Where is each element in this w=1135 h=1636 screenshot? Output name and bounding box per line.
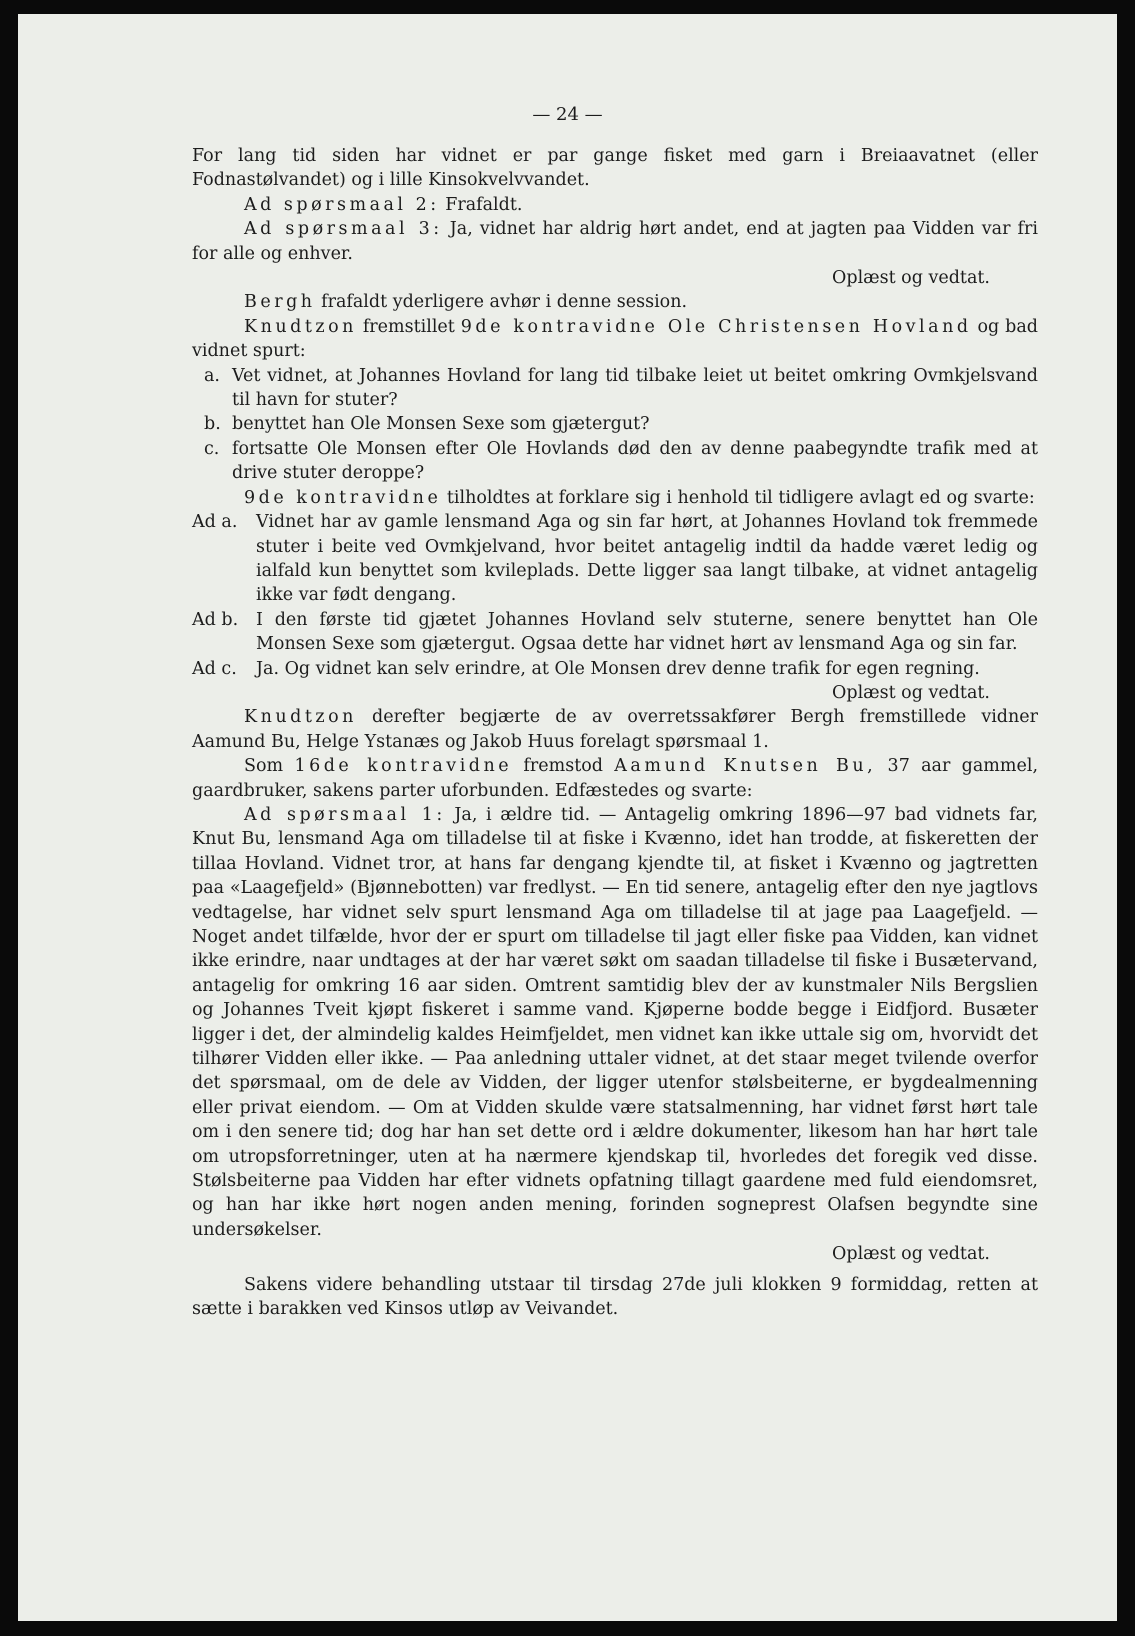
paragraph	[192, 705, 1038, 754]
answer-text: Ja. Og vidnet kan selv erindre, at Ole Monsen drev denne trafik for egen regning.	[256, 658, 980, 679]
item-marker: c.	[204, 438, 220, 459]
answer-text: Vidnet har av gamle lensmand Aga og sin far hørt, at Johannes Hovland tok fremmede stuter i beite ved Ovmkjelvand, hvor beitet antagelig indtil da hadde været ledig og ialfald kun benyttet som kvileplads. Dette ligger saa langt tilbake, at vidnet antagelig ikke var født dengang.	[256, 512, 1038, 606]
page-number: — 24 —	[532, 104, 603, 125]
answer-marker: Ad c.	[192, 658, 237, 679]
answer-item	[192, 657, 1038, 681]
paragraph-text: fremstillet	[356, 316, 461, 337]
paragraph-text: fremstod	[512, 756, 615, 777]
paragraph	[192, 193, 1038, 217]
document-body	[192, 144, 1038, 1322]
witness-label: 16de kontravidne	[294, 756, 513, 777]
item-text: benyttet han Ole Monsen Sexe som gjætergut?	[232, 414, 650, 435]
person-name: Bergh	[244, 292, 316, 313]
answer-marker: Ad b.	[192, 609, 239, 630]
answer-marker: Ad a.	[192, 512, 238, 533]
item-marker: a.	[204, 365, 220, 386]
paragraph	[192, 754, 1038, 803]
person-name: Aamund Knutsen Bu,	[614, 756, 877, 777]
oplaest-line: Oplæst og vedtat.	[832, 682, 990, 703]
paragraph	[192, 217, 1038, 266]
question-label: Ad spørsmaal 3:	[244, 219, 443, 240]
paragraph-text: 37 aar gammel, gaardbruker, sakens parter uforbunden. Edfæstedes og svarte:	[192, 756, 1039, 801]
paragraph-text: Som	[244, 756, 295, 777]
paragraph	[192, 315, 1038, 364]
witness-label: 9de kontravidne Ole Christensen Hovland	[460, 316, 972, 337]
paragraph-text: og bad vidnet spurt:	[192, 316, 1038, 362]
question-label: Ad spørsmaal 2:	[244, 194, 440, 215]
question-item	[192, 412, 1038, 436]
person-name: Knudtzon	[244, 316, 357, 337]
witness-label: 9de kontravidne	[244, 487, 442, 508]
paragraph-text: derefter begjærte de av overretssakfører Bergh fremstillede vidner Aamund Bu, Helge Ystanæs og Jakob Huus forelagt spørsmaal 1.	[192, 707, 1038, 752]
paragraph-text: frafaldt yderligere avhør i denne session.	[315, 292, 688, 313]
paragraph	[192, 803, 1038, 1242]
paragraph-text: tilholdtes at forklare sig i henhold til tidligere avlagt ed og svarte:	[441, 487, 1035, 508]
item-text: Vet vidnet, at Johannes Hovland for lang tid tilbake leiet ut beitet omkring Ovmkjelsvand til havn for stuter?	[232, 365, 1038, 411]
question-item	[192, 364, 1038, 413]
answer-text: Ja, i ældre tid. — Antagelig omkring 1896—97 bad vidnets far, Knut Bu, lensmand Aga om tilladelse til at fiske i Kvænno, idet han trodde, at fiskeretten der tillaa Hovland. Vidnet tror, at hans far dengang kjendte til, at fisket i Kvænno og jagtretten paa «Laagefjeld» (Bjønnebotten) var fredlyst. — En tid senere, antagelig efter den nye jagtlovs vedtagelse, har vidnet selv spurt lensmand Aga om tilladelse til at jage paa Laagefjeld. — Noget andet tilfælde, hvor der er spurt om tilladelse til jagt eller fiske paa Vidden, kan vidnet ikke erindre, naar undtages at der har været søkt om saadan tilladelse til fiske i Busætervand, antagelig for omkring 16 aar siden. Omtrent samtidig blev der av kunstmaler Nils Bergslien og Johannes Tveit kjøpt fiskeret i samme vand. Kjøperne bodde begge i Eidfjord. Busæter ligger i det, der almindelig kaldes Heimfjeldet, men vidnet kan ikke uttale sig om, hvorvidt det tilhører Vidden eller ikke. — Paa anledning uttaler vidnet, at det staar meget tvilende overfor det spørsmaal, om de dele av Vidden, der ligger utenfor stølsbeiterne, er bygdealmenning eller privat eiendom. — Om at Vidden skulde være statsalmenning, har vidnet først hørt tale om i den senere tid; dog har han set dette ord i ældre dokumenter, likesom han har hørt tale om utropsforretninger, uten at ha nærmere kjendskap til, hvorledes det foregik ved disse. Stølsbeiterne paa Vidden har efter vidnets opfatning tillagt gaardene med fuld eiendomsret, og han har ikke hørt nogen anden mening, forinden sogneprest Olafsen begyndte sine undersøkelser.	[192, 804, 1038, 1240]
answer-text: Ja, vidnet har aldrig hørt andet, end at jagten paa Vidden var fri for alle og enhver.	[192, 219, 1038, 264]
answer-item	[192, 608, 1038, 657]
person-name: Knudtzon	[244, 707, 357, 728]
paragraph	[192, 486, 1038, 510]
paragraph: For lang tid siden har vidnet er par gange fisket med garn i Breiaavatnet (eller Fodnastølvandet) og i lille Kinsokvelvvandet.	[192, 146, 1038, 191]
answer-text: Frafaldt.	[439, 194, 523, 215]
question-label: Ad spørsmaal 1:	[244, 804, 446, 825]
paragraph	[192, 290, 1038, 314]
question-item	[192, 437, 1038, 486]
oplaest-line: Oplæst og vedtat.	[832, 268, 990, 289]
answer-text: I den første tid gjætet Johannes Hovland selv stuterne, senere benyttet han Ole Monsen Sexe som gjætergut. Ogsaa dette har vidnet hørt av lensmand Aga og sin far.	[256, 609, 1038, 655]
paragraph: Sakens videre behandling utstaar til tirsdag 27de juli klokken 9 formiddag, retten at sætte i barakken ved Kinsos utløp av Veivandet.	[192, 1274, 1038, 1320]
item-marker: b.	[204, 414, 221, 435]
answer-item	[192, 510, 1038, 608]
item-text: fortsatte Ole Monsen efter Ole Hovlands død den av denne paabegyndte trafik med at drive stuter deroppe?	[232, 438, 1038, 484]
oplaest-line: Oplæst og vedtat.	[832, 1244, 990, 1265]
